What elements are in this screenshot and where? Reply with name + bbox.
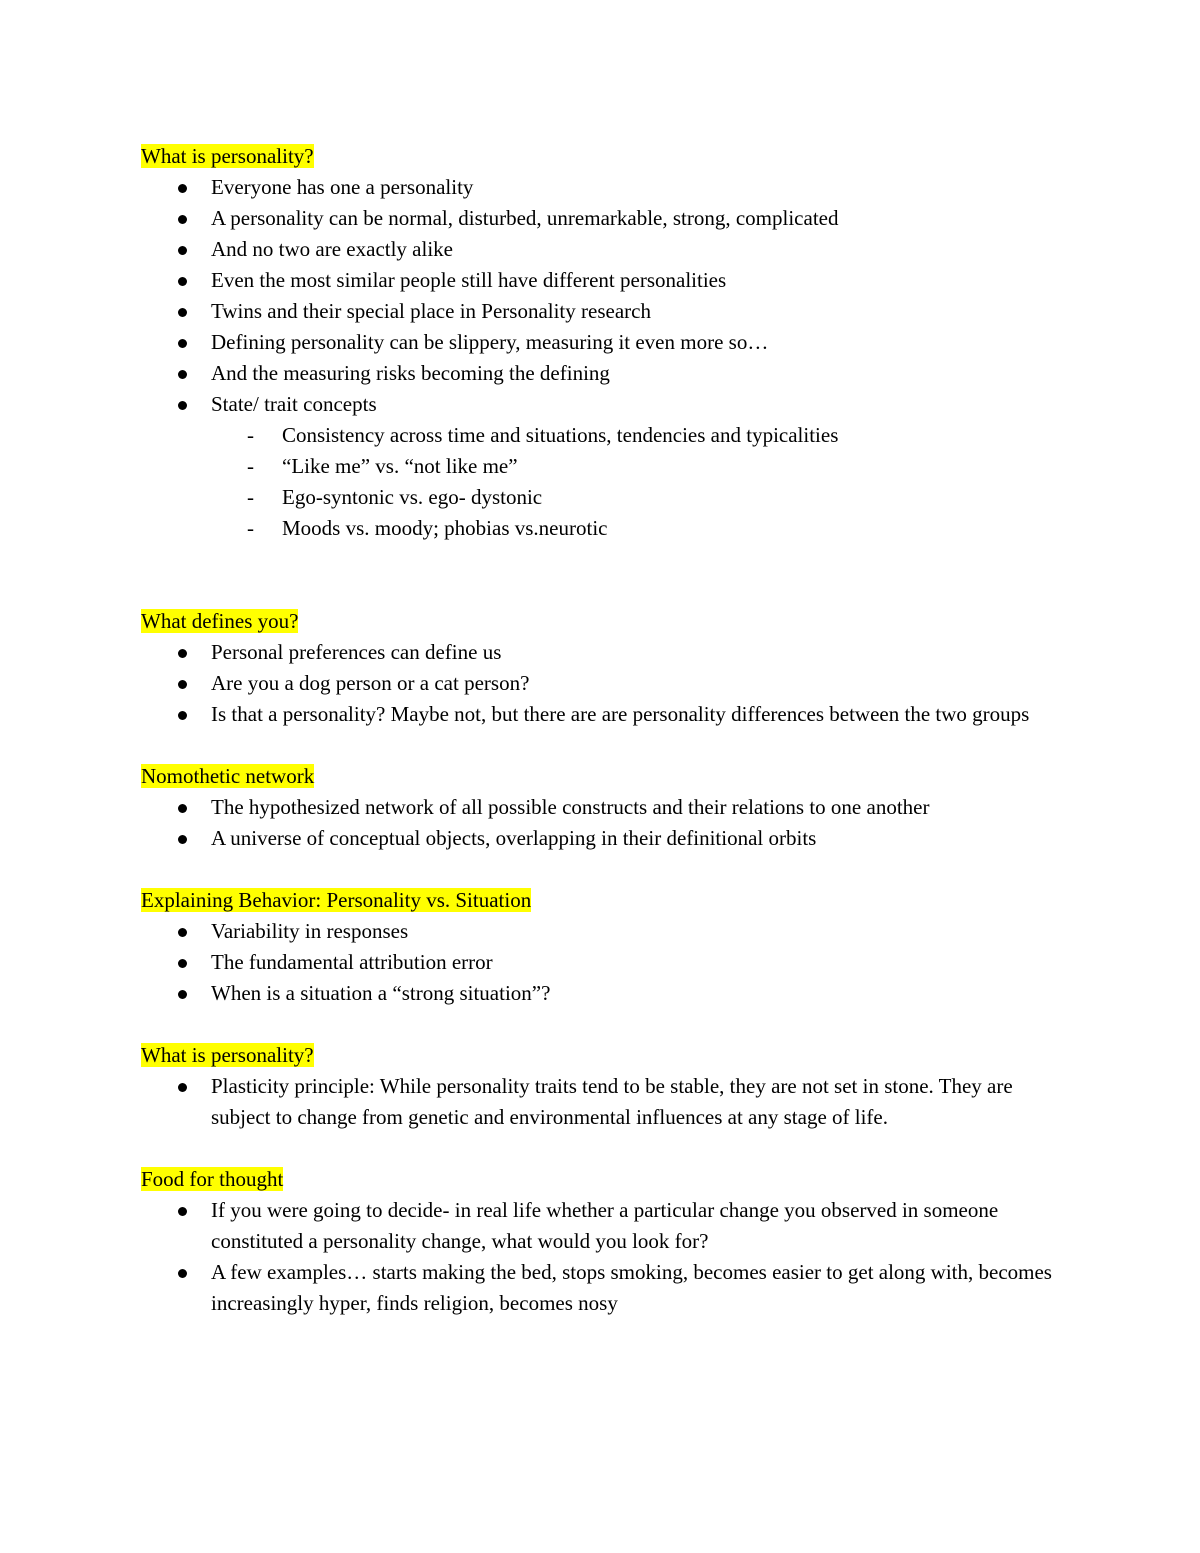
list-item: Is that a personality? Maybe not, but there are are personality differences between the two groups (141, 699, 1071, 730)
list-item: When is a situation a “strong situation”? (141, 978, 1071, 1009)
list-item: Personal preferences can define us (141, 637, 1071, 668)
bullet-list (141, 172, 1071, 544)
list-item: Plasticity principle: While personality traits tend to be stable, they are not set in stone. They are subject to change from genetic and environmental influences at any stage of life. (141, 1071, 1071, 1133)
list-item: And no two are exactly alike (141, 234, 1071, 265)
sub-list-item: - “Like me” vs. “not like me” (211, 451, 1071, 482)
dash-icon: - (247, 423, 254, 447)
list-item: A few examples… starts making the bed, stops smoking, becomes easier to get along with, becomes increasingly hyper, finds religion, becomes nosy (141, 1257, 1071, 1319)
bullet-icon (178, 215, 187, 224)
list-item: A universe of conceptual objects, overlapping in their definitional orbits (141, 823, 1071, 854)
list-item: The hypothesized network of all possible constructs and their relations to one another (141, 792, 1071, 823)
section-food-for-thought (141, 1164, 1071, 1319)
list-item: Twins and their special place in Personality research (141, 296, 1071, 327)
bullet-icon (178, 804, 187, 813)
section-heading: Food for thought (141, 1167, 284, 1191)
list-item: If you were going to decide- in real life whether a particular change you observed in someone constituted a personality change, what would you look for? (141, 1195, 1071, 1257)
bullet-list (141, 637, 1071, 730)
bullet-icon (178, 401, 187, 410)
sub-list (211, 420, 1071, 544)
list-item: Are you a dog person or a cat person? (141, 668, 1071, 699)
section-nomothetic-network (141, 761, 1071, 854)
list-item: The fundamental attribution error (141, 947, 1071, 978)
bullet-icon (178, 990, 187, 999)
list-item: State/ trait concepts - Consistency across time and situations, tendencies and typicalities - “Like me” vs. “not like me” - Ego-syntonic vs. ego- dystonic - Moods vs. moody; phobias vs.neurotic (141, 389, 1071, 544)
section-explaining-behavior (141, 885, 1071, 1009)
list-item: Variability in responses (141, 916, 1071, 947)
section-heading: What is personality? (141, 144, 314, 168)
section-heading: What is personality? (141, 1043, 314, 1067)
document-page (141, 141, 1071, 1350)
bullet-list (141, 1071, 1071, 1133)
section-what-is-personality-2 (141, 1040, 1071, 1133)
bullet-list (141, 916, 1071, 1009)
bullet-icon (178, 1207, 187, 1216)
bullet-icon (178, 370, 187, 379)
section-heading: Explaining Behavior: Personality vs. Situation (141, 888, 532, 912)
bullet-list (141, 792, 1071, 854)
dash-icon: - (247, 485, 254, 509)
sub-list-item: - Moods vs. moody; phobias vs.neurotic (211, 513, 1071, 544)
bullet-icon (178, 1083, 187, 1092)
bullet-icon (178, 339, 187, 348)
sub-list-item: - Ego-syntonic vs. ego- dystonic (211, 482, 1071, 513)
section-what-is-personality (141, 141, 1071, 544)
bullet-icon (178, 835, 187, 844)
bullet-icon (178, 184, 187, 193)
bullet-icon (178, 680, 187, 689)
list-item: Defining personality can be slippery, measuring it even more so… (141, 327, 1071, 358)
dash-icon: - (247, 454, 254, 478)
sub-list-item: - Consistency across time and situations, tendencies and typicalities (211, 420, 1071, 451)
bullet-icon (178, 1269, 187, 1278)
list-item: Even the most similar people still have different personalities (141, 265, 1071, 296)
list-item: And the measuring risks becoming the defining (141, 358, 1071, 389)
bullet-icon (178, 277, 187, 286)
bullet-icon (178, 308, 187, 317)
bullet-icon (178, 711, 187, 720)
bullet-icon (178, 959, 187, 968)
section-heading: What defines you? (141, 609, 299, 633)
bullet-icon (178, 246, 187, 255)
dash-icon: - (247, 516, 254, 540)
bullet-icon (178, 928, 187, 937)
bullet-list (141, 1195, 1071, 1319)
list-item: Everyone has one a personality (141, 172, 1071, 203)
section-what-defines-you (141, 606, 1071, 730)
section-heading: Nomothetic network (141, 764, 315, 788)
bullet-icon (178, 649, 187, 658)
list-item: A personality can be normal, disturbed, unremarkable, strong, complicated (141, 203, 1071, 234)
